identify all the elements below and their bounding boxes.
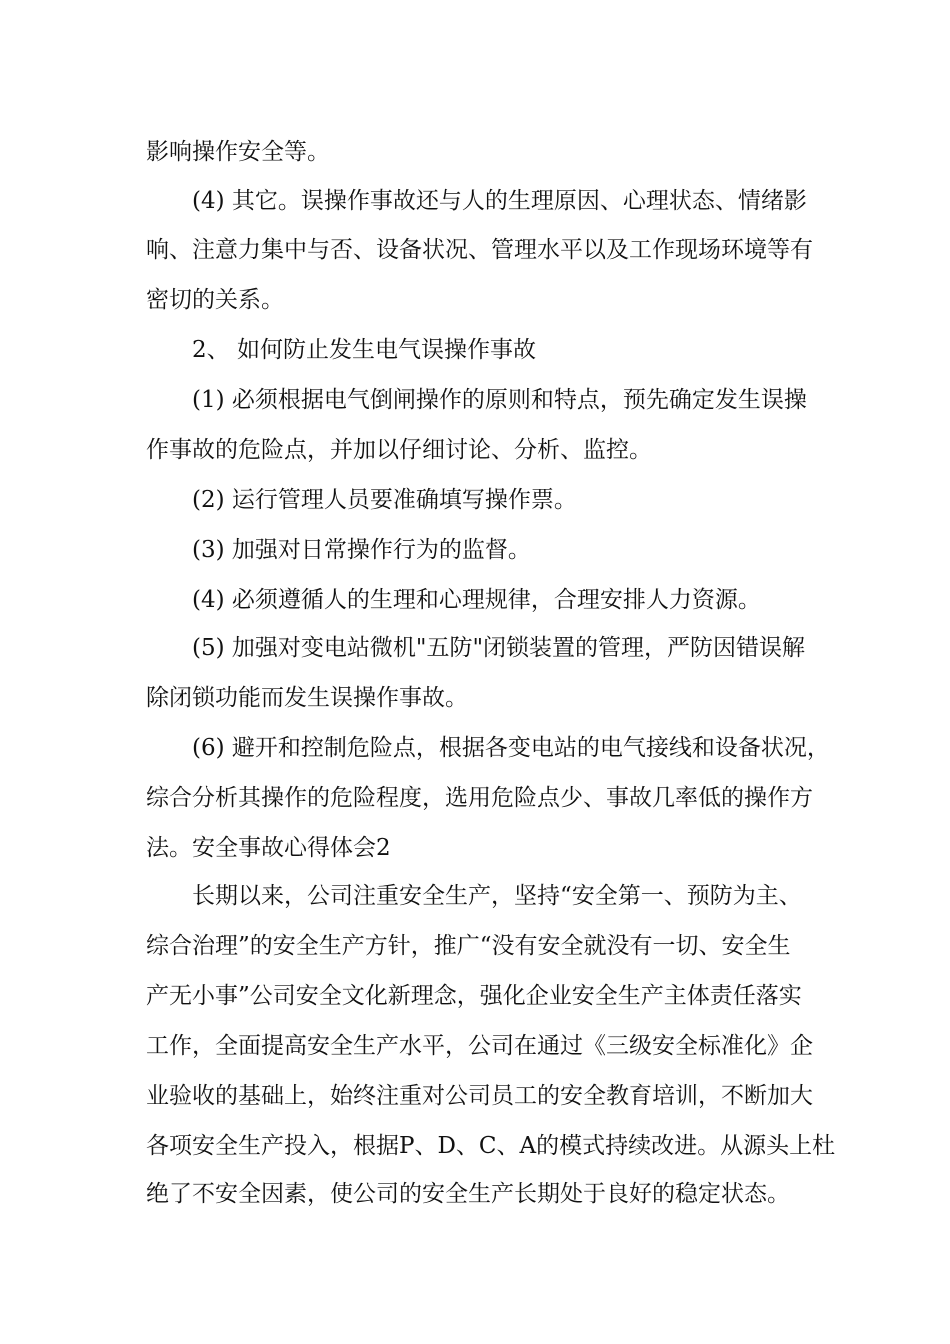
text-line: 法。安全事故心得体会2 [146,835,391,861]
text-line: 综合分析其操作的危险程度，选用危险点少、事故几率低的操作方 [146,785,813,811]
text-line: 产无小事”公司安全文化新理念，强化企业安全生产主体责任落实 [146,983,802,1009]
text-line: 各项安全生产投入，根据P、D、C、A的模式持续改进。从源头上杜 [146,1133,836,1159]
text-line: 业验收的基础上，始终注重对公司员工的安全教育培训，不断加大 [146,1083,813,1109]
text-line: 长期以来，公司注重安全生产，坚持“安全第一、预防为主、 [192,883,802,909]
text-line: 除闭锁功能而发生误操作事故。 [146,685,468,711]
text-line: 综合治理”的安全生产方针，推广“没有安全就没有一切、安全生 [146,933,791,959]
text-line: 工作，全面提高安全生产水平，公司在通过《三级安全标准化》企 [146,1033,813,1059]
text-line: (4) 其它。误操作事故还与人的生理原因、心理状态、情绪影 [192,188,807,214]
text-line: (6) 避开和控制危险点，根据各变电站的电气接线和设备状况， [192,735,830,761]
text-line: (1) 必须根据电气倒闸操作的原则和特点，预先确定发生误操 [192,387,807,413]
text-line: 密切的关系。 [146,287,284,313]
text-line: 作事故的危险点，并加以仔细讨论、分析、监控。 [146,437,652,463]
text-line: 响、注意力集中与否、设备状况、管理水平以及工作现场环境等有 [146,237,813,263]
text-line: (2) 运行管理人员要准确填写操作票。 [192,487,577,513]
text-line: (4) 必须遵循人的生理和心理规律，合理安排人力资源。 [192,587,761,613]
text-line: 影响操作安全等。 [146,139,330,165]
section-heading: 2、 如何防止发生电气误操作事故 [192,337,536,363]
text-line: (5) 加强对变电站微机"五防"闭锁装置的管理，严防因错误解 [192,635,806,661]
text-line: (3) 加强对日常操作行为的监督。 [192,537,531,563]
text-line: 绝了不安全因素，使公司的安全生产长期处于良好的稳定状态。 [146,1181,790,1207]
